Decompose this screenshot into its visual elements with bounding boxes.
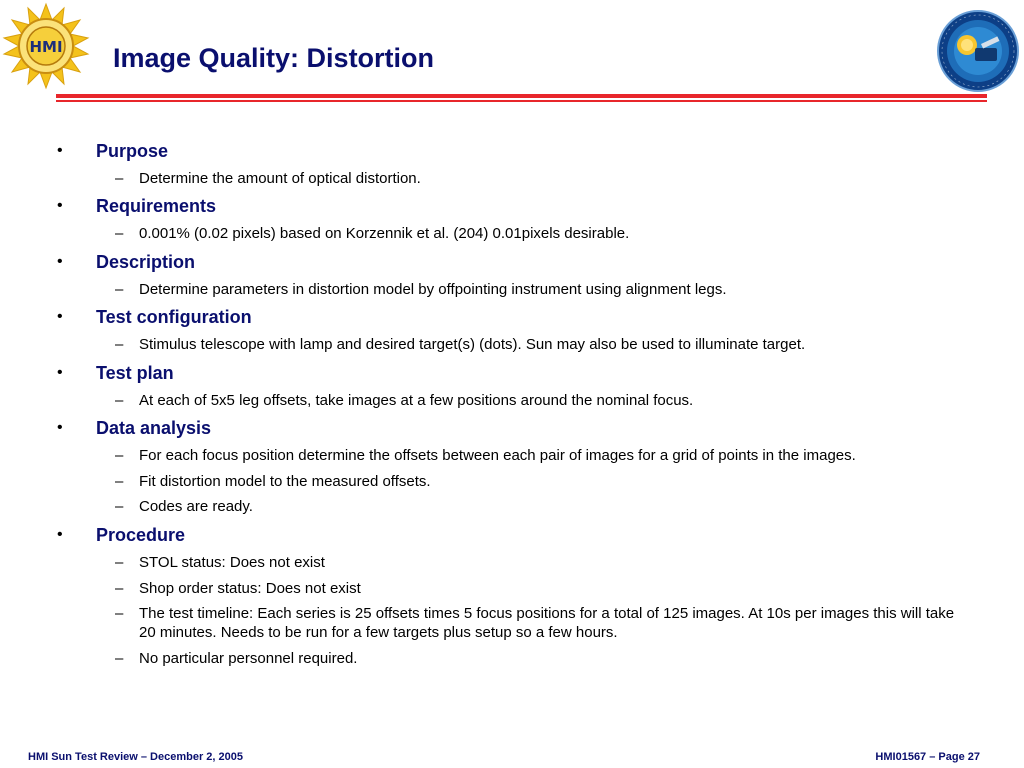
header-rule-thin [56,100,987,102]
bullet-dot: • [57,197,63,214]
section-item: Determine parameters in distortion model by offpointing instrument using alignment legs. [139,281,727,298]
slide-title: Image Quality: Distortion [113,43,435,73]
bullet-dot: • [57,419,63,436]
sub-bullet-dash: – [115,473,124,490]
section-heading-description: Description [96,252,196,272]
section-heading-test-plan: Test plan [96,363,174,383]
section-item: Determine the amount of optical distortion. [139,170,421,187]
header-rule [56,94,987,98]
section-heading-requirements: Requirements [96,196,217,216]
sdo-logo [937,10,1019,92]
section-heading-purpose: Purpose [96,141,169,161]
footer-page-number: HMI01567 – Page 27 [875,751,980,763]
sun-icon [957,35,977,55]
sub-bullet-dash: – [115,447,124,464]
section-item: 0.001% (0.02 pixels) based on Korzennik et al. (204) 0.01pixels desirable. [139,225,630,242]
section-item: Stimulus telescope with lamp and desired target(s) (dots). Sun may also be used to illuminate target. [139,336,806,353]
sub-bullet-dash: – [115,281,124,298]
sub-bullet-dash: – [115,225,124,242]
section-heading-test-configuration: Test configuration [96,307,252,327]
sub-bullet-dash: – [115,170,124,187]
section-item: Shop order status: Does not exist [139,580,361,597]
svg-text:HMI: HMI [29,38,63,56]
footer-left-text: HMI Sun Test Review – December 2, 2005 [28,751,243,763]
bullet-dot: • [57,526,63,543]
bullet-dot: • [57,142,63,159]
section-item: The test timeline: Each series is 25 offsets times 5 focus positions for a total of 125 images. At 10s per images this will take 20 minutes. Needs to be run for a few targets plus setup so a few hours. [139,605,955,641]
slide-header [0,0,1024,110]
sub-bullet-dash: – [115,580,124,597]
section-item: STOL status: Does not exist [139,554,325,571]
bullet-dot: • [57,364,63,381]
section-item: Codes are ready. [139,498,253,515]
sub-bullet-dash: – [115,498,124,515]
hmi-logo [2,2,90,90]
section-heading-data-analysis: Data analysis [96,418,212,438]
bullet-dot: • [57,308,63,325]
sub-bullet-dash: – [115,392,124,409]
sub-bullet-dash: – [115,605,124,622]
sub-bullet-dash: – [115,650,124,667]
sub-bullet-dash: – [115,336,124,353]
sub-bullet-dash: – [115,554,124,571]
section-item: For each focus position determine the offsets between each pair of images for a grid of points in the images. [139,447,856,464]
section-item: Fit distortion model to the measured offsets. [139,473,431,490]
section-item: At each of 5x5 leg offsets, take images at a few positions around the nominal focus. [139,392,694,409]
section-item: No particular personnel required. [139,650,358,667]
bullet-dot: • [57,253,63,270]
section-heading-procedure: Procedure [96,525,186,545]
